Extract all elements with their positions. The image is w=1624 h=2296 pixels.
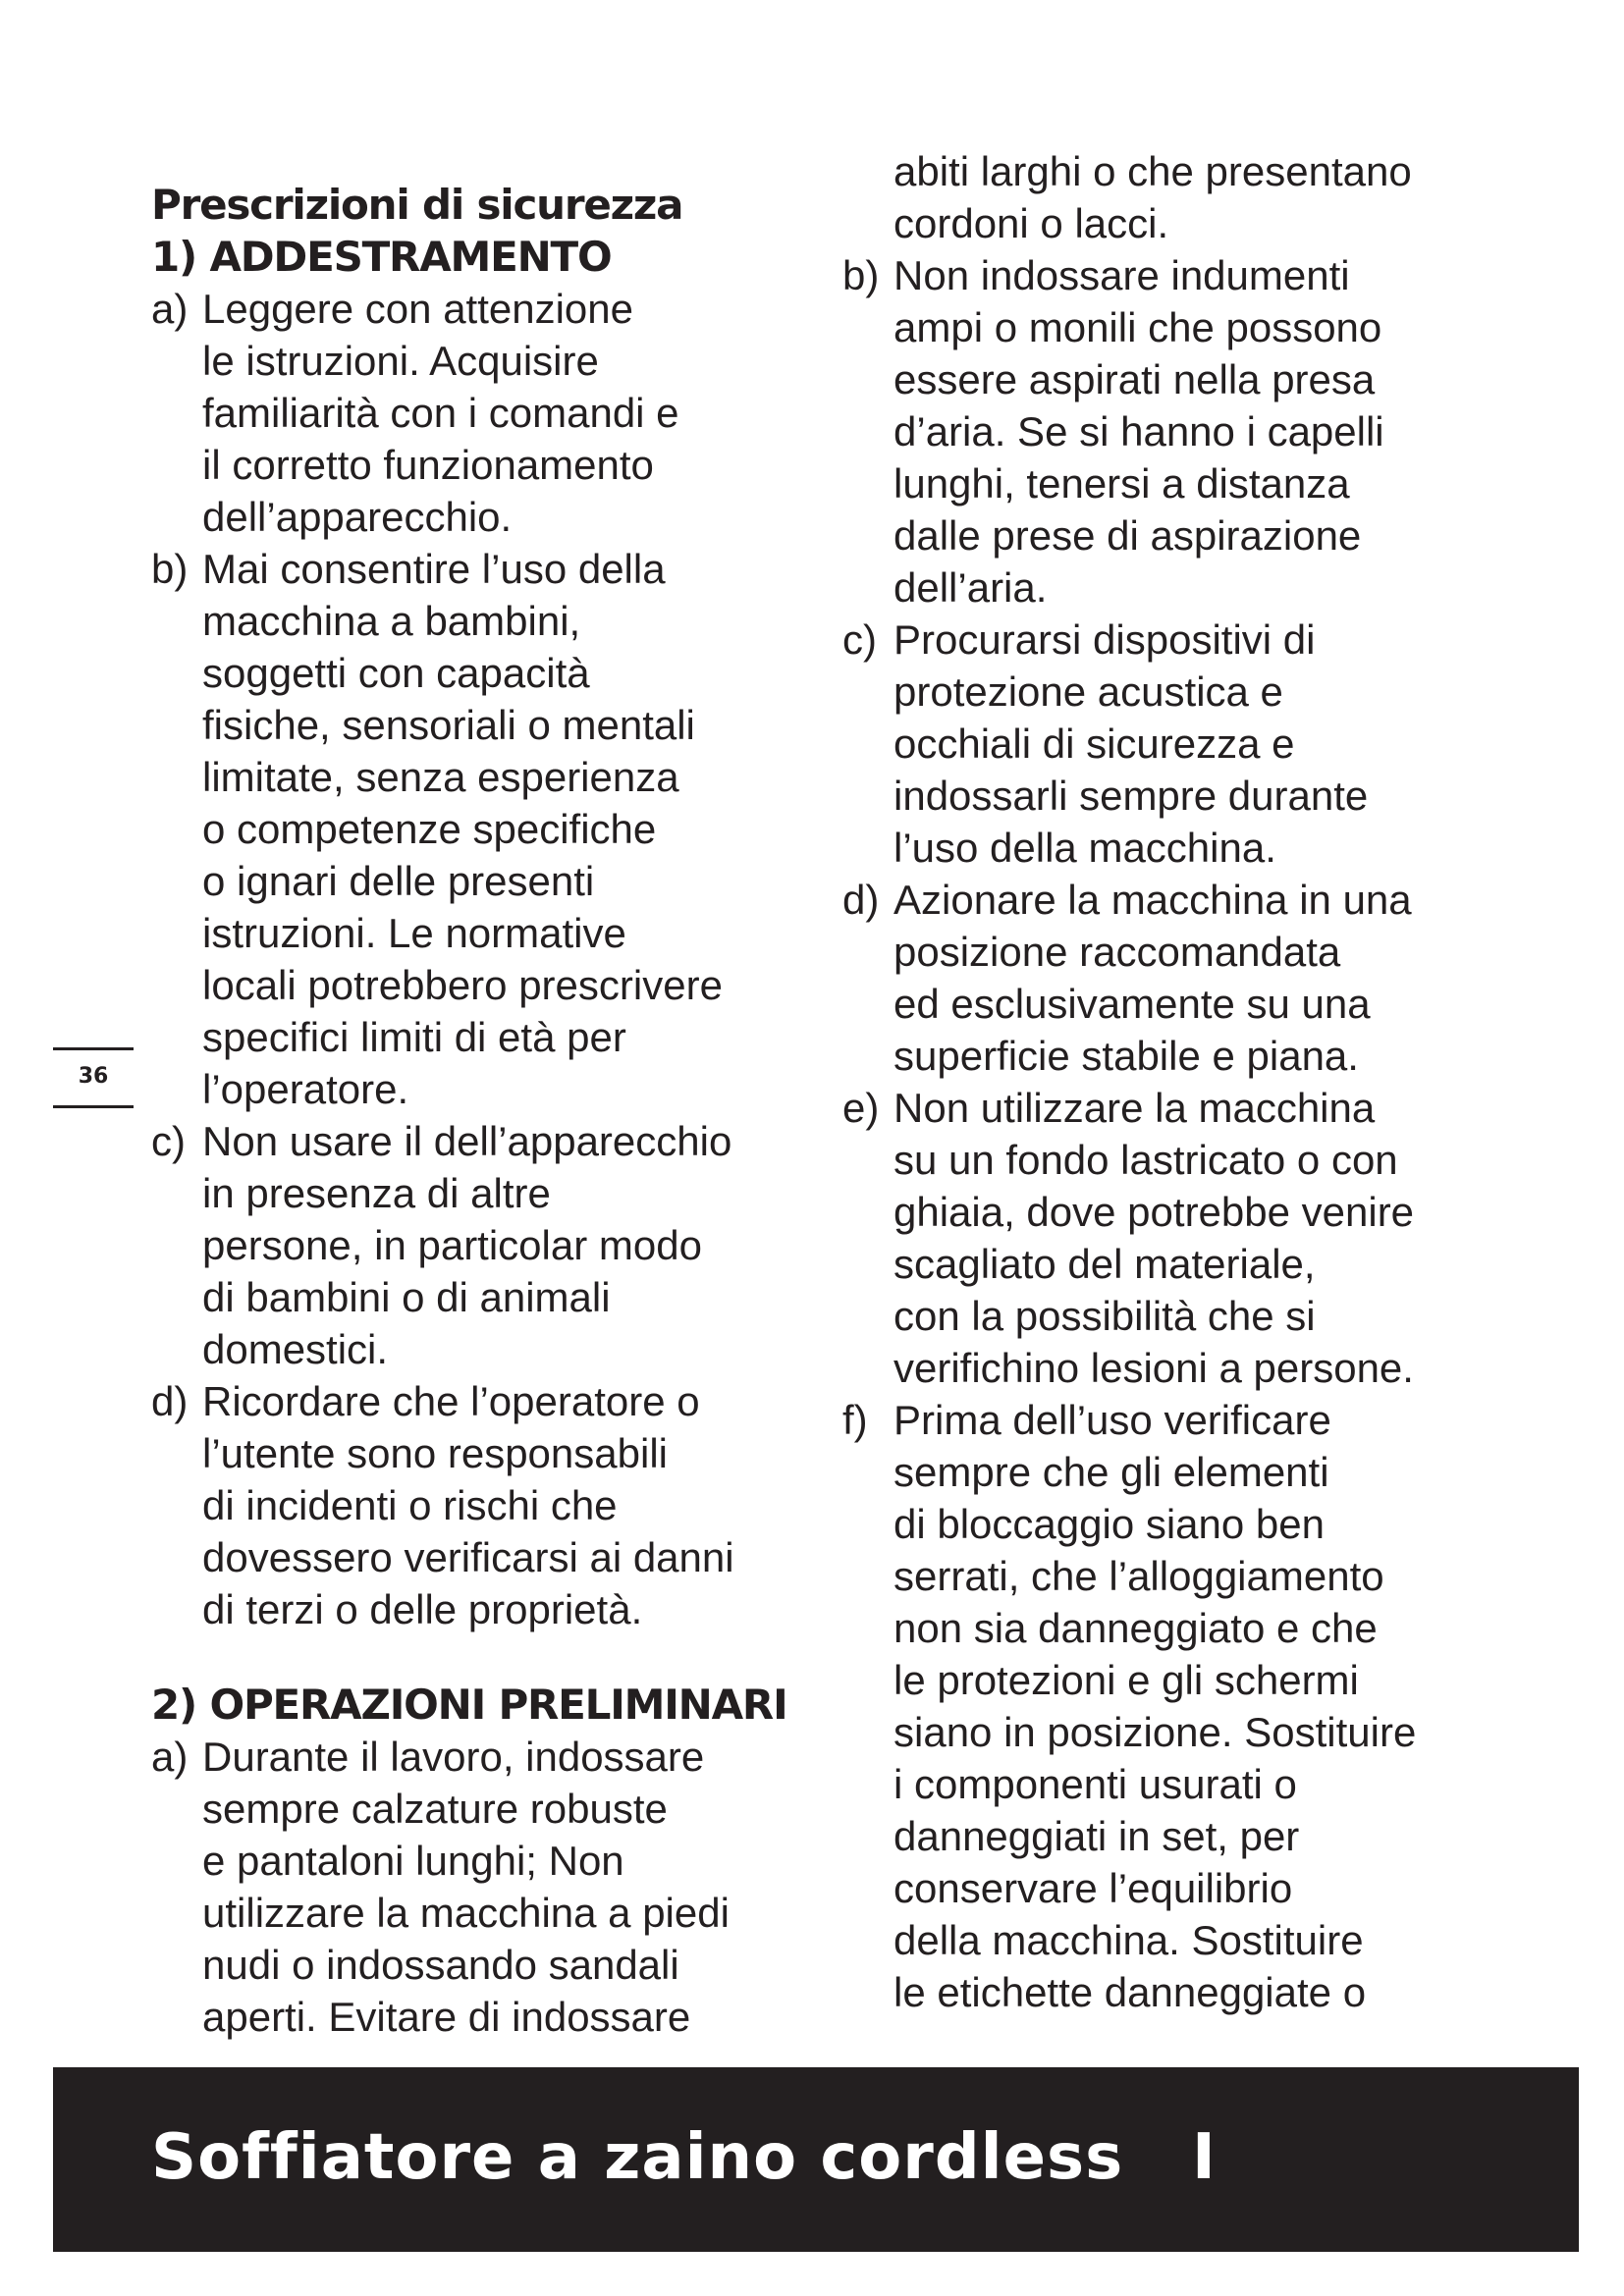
list-item-text: Durante il lavoro, indossare sempre calzature robuste e pantaloni lunghi; Non utilizzare la macchina a piedi nudi o indossando sandali aperti. Evitare di indossare — [202, 1734, 730, 2040]
left-column — [151, 179, 819, 2043]
section-spacer — [151, 1635, 819, 1679]
list-item — [842, 874, 1510, 1082]
list-marker: a) — [151, 286, 189, 332]
list-item-text: Azionare la macchina in una posizione raccomandata ed esclusivamente su una superficie stabile e piana. — [893, 877, 1412, 1079]
list-item-text: Mai consentire l’uso della macchina a bambini, soggetti con capacità fisiche, sensoriali o mentali limitate, senza esperienza o competenze specifiche o ignari delle presenti istruzioni. Le normative locali potrebbero prescrivere specifici limiti di età per l’operatore. — [202, 546, 723, 1112]
list-item — [842, 614, 1510, 874]
page-title: Prescrizioni di sicurezza — [151, 181, 683, 229]
footer-bar — [53, 2067, 1579, 2252]
footer-title: Soffiatore a zaino cordless I — [151, 2121, 1217, 2194]
list-item-text: Non usare il dell’apparecchio in presenza di altre persone, in particolar modo di bambini o di animali domestici. — [202, 1118, 732, 1372]
page-number-rule-top — [53, 1047, 134, 1050]
list-marker: d) — [151, 1378, 189, 1424]
section-heading-training: 1) ADDESTRAMENTO — [151, 233, 612, 281]
continued-text: abiti larghi o che presentano cordoni o lacci. — [893, 148, 1412, 246]
section-heading-preliminary: 2) OPERAZIONI PRELIMINARI — [151, 1681, 787, 1729]
list-marker: f) — [842, 1397, 868, 1443]
list-marker: e) — [842, 1085, 880, 1131]
list-item — [151, 283, 819, 543]
list-item-text: Procurarsi dispositivi di protezione acustica e occhiali di sicurezza e indossarli sempre durante l’uso della macchina. — [893, 616, 1369, 871]
page-number-rule-bottom — [53, 1105, 134, 1108]
list-item — [151, 1731, 819, 2043]
list-marker: b) — [151, 546, 189, 592]
list-item — [842, 1394, 1510, 2018]
list-marker: a) — [151, 1734, 189, 1780]
page-number-block — [53, 1047, 134, 1108]
list-item — [151, 1115, 819, 1375]
list-marker: c) — [151, 1118, 186, 1164]
list-item-text: Prima dell’uso verificare sempre che gli elementi di bloccaggio siano ben serrati, che l’alloggiamento non sia danneggiato e che le protezioni e gli schermi siano in posizione. Sostituire i componenti usurati o danneggiati in set, per conservare l’equilibrio della macchina. Sostituire le etichette danneggiate o — [893, 1397, 1417, 2015]
page-number: 36 — [78, 1064, 109, 1089]
list-item-text: Leggere con attenzione le istruzioni. Acquisire familiarità con i comandi e il corretto funzionamento dell’apparecchio. — [202, 286, 679, 540]
list-item-text: Non indossare indumenti ampi o monili che possono essere aspirati nella presa d’aria. Se si hanno i capelli lunghi, tenersi a distanza dalle prese di aspirazione dell’aria. — [893, 252, 1384, 611]
list-item-text: Ricordare che l’operatore o l’utente sono responsabili di incidenti o rischi che dovessero verificarsi ai danni di terzi o delle proprietà. — [202, 1378, 734, 1632]
list-marker: d) — [842, 877, 880, 923]
list-marker: b) — [842, 252, 880, 298]
list-item — [842, 1082, 1510, 1394]
list-item — [151, 543, 819, 1115]
list-item — [151, 1375, 819, 1635]
list-item — [842, 249, 1510, 614]
right-column — [842, 145, 1510, 2018]
list-marker: c) — [842, 616, 877, 663]
list-item-text: Non utilizzare la macchina su un fondo lastricato o con ghiaia, dove potrebbe venire scagliato del materiale, con la possibilità che si verifichino lesioni a persone. — [893, 1085, 1415, 1391]
